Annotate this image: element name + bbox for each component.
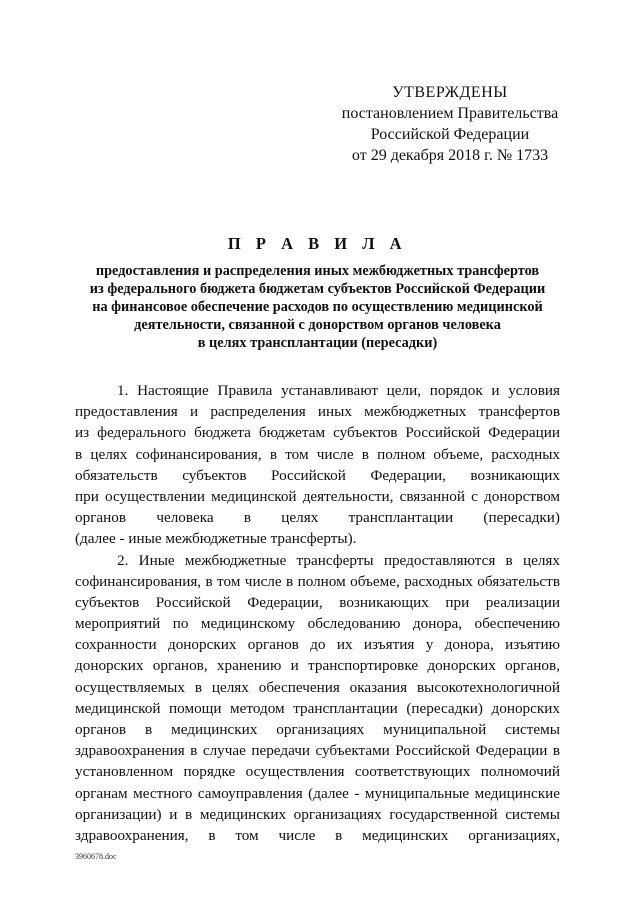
- file-code: 3960678.doc: [75, 852, 117, 861]
- text-line: сохранности донорских органов до их изъятия у донора, изъятию: [75, 636, 560, 654]
- text-line: органов в медицинских организациях муниципальной системы: [75, 721, 560, 738]
- text-line: обязательств субъектов Российской Федерации, возникающих: [75, 466, 560, 484]
- text-line: донорских органов, хранению и транспортировке донорских органов,: [75, 657, 560, 675]
- text-line: 1. Настоящие Правила устанавливают цели, порядок и условия: [117, 382, 560, 399]
- approval-line-3: от 29 декабря 2018 г. № 1733: [351, 147, 549, 164]
- subtitle-line: из федерального бюджета бюджетам субъектов Российской Федерации: [89, 281, 546, 297]
- text-line: из федерального бюджета бюджетам субъектов Российской Федерации: [75, 424, 560, 442]
- document-body: [75, 380, 560, 846]
- approval-word: УТВЕРЖДЕНЫ: [392, 84, 508, 101]
- paragraph-2: [75, 550, 560, 847]
- text-line: при осуществлении медицинской деятельности, связанной с донорством: [75, 487, 560, 505]
- approval-line-1: постановлением Правительства: [341, 105, 559, 122]
- text-line: осуществляемых в целях обеспечения оказания высокотехнологичной: [75, 678, 560, 696]
- subtitle-line: на финансовое обеспечение расходов по осуществлению медицинской: [92, 299, 543, 315]
- subtitle-line: деятельности, связанной с донорством органов человека: [134, 317, 501, 333]
- text-line: (далее - иные межбюджетные трансферты).: [75, 530, 357, 548]
- subtitle-line: в целях трансплантации (пересадки): [197, 335, 438, 351]
- text-line: в целях софинансирования, в том числе в полном объеме, расходных: [75, 445, 560, 463]
- document-title: П Р А В И Л А: [227, 234, 408, 253]
- text-line: установленном порядке осуществления соответствующих полномочий: [75, 763, 560, 781]
- text-line: организации) и в медицинских организациях государственной системы: [75, 805, 560, 823]
- subtitle-line: предоставления и распределения иных межбюджетных трансфертов: [95, 263, 540, 279]
- text-line: медицинской помощи методом трансплантации (пересадки) донорских: [75, 699, 560, 717]
- approval-block: [330, 82, 570, 166]
- text-line: органам местного самоуправления (далее - муниципальные медицинские: [75, 784, 560, 802]
- paragraph-1: [75, 380, 560, 550]
- text-line: субъектов Российской Федерации, возникающих при реализации: [75, 593, 560, 611]
- text-line: 2. Иные межбюджетные трансферты предоставляются в целях: [117, 551, 560, 569]
- text-line: здравоохранения, в том числе в медицинских организациях,: [75, 826, 560, 844]
- text-line: здравоохранения в случае передачи субъектами Российской Федерации в: [75, 742, 560, 760]
- approval-line-2: Российской Федерации: [370, 126, 530, 143]
- text-line: предоставления и распределения иных межбюджетных трансфертов: [75, 403, 560, 421]
- document-subtitle: [75, 262, 560, 352]
- text-line: софинансирования, в том числе в полном объеме, расходных обязательств: [75, 572, 560, 590]
- text-line: органов человека в целях трансплантации (пересадки): [75, 509, 560, 527]
- text-line: мероприятий по медицинскому обследованию донора, обеспечению: [75, 615, 560, 633]
